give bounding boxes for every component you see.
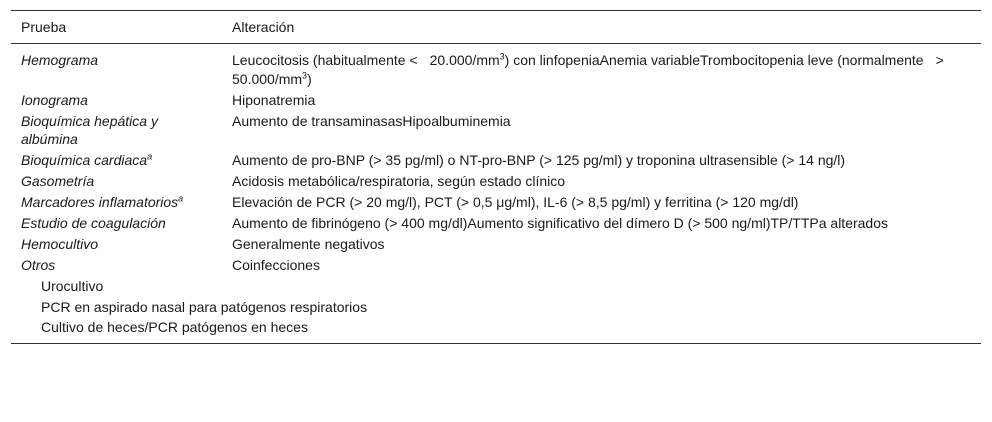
test-name: Otros — [21, 256, 56, 273]
test-name — [11, 150, 222, 171]
alteration-part: > 50.000/mm — [232, 51, 944, 87]
test-name: Bioquímica hepática y albúmina — [21, 112, 158, 148]
superscript: 3 — [302, 70, 308, 81]
table-row — [11, 192, 981, 213]
alteration-text — [222, 43, 981, 89]
alteration-text: Aumento de fibrinógeno (> 400 mg/dl)Aumento significativo del dímero D (> 500 ng/ml)TP/TTPa alterados — [232, 215, 888, 232]
test-name: Hemograma — [21, 51, 99, 68]
sub-test-name: Cultivo de heces/PCR patógenos en heces — [41, 319, 308, 336]
alteration-part: 20.000/mm — [429, 51, 500, 68]
table-row — [11, 255, 981, 276]
sub-test-name: Urocultivo — [41, 277, 104, 294]
table-row — [11, 150, 981, 171]
table — [11, 10, 981, 344]
test-name: Ionograma — [21, 91, 88, 108]
alteration-part: Leucocitosis (habitualmente < — [232, 51, 418, 68]
table-row — [11, 213, 981, 234]
header-row — [11, 11, 981, 44]
alteration-text: Aumento de pro-BNP (> 35 pg/ml) o NT-pro-BNP (> 125 pg/ml) y troponina ultrasensible (> 14 ng/l) — [232, 152, 846, 169]
alteration-text: Hiponatremia — [232, 91, 316, 108]
test-name: Hemocultivo — [21, 235, 99, 252]
table-row — [11, 317, 981, 343]
test-name: Gasometría — [21, 173, 95, 190]
table-row — [11, 90, 981, 111]
superscript: 3 — [499, 51, 505, 62]
table-row — [11, 43, 981, 89]
alteration-text: Generalmente negativos — [232, 235, 385, 252]
table-row — [11, 297, 981, 318]
test-label: Marcadores inflamatorios — [21, 194, 179, 211]
header-test: Prueba — [21, 19, 67, 35]
sub-test-name: PCR en aspirado nasal para patógenos respiratorios — [41, 298, 368, 315]
alteration-text: Acidosis metabólica/respiratoria, según estado clínico — [232, 173, 566, 190]
test-name — [11, 192, 222, 213]
lab-findings-table — [11, 10, 981, 344]
table-row — [11, 276, 981, 297]
test-name: Estudio de coagulación — [21, 215, 166, 232]
alteration-part: ) — [307, 70, 312, 87]
alteration-part: ) con linfopeniaAnemia variableTrombocitopenia leve (normalmente — [504, 51, 924, 68]
table-row — [11, 234, 981, 255]
alteration-text: Aumento de transaminasasHipoalbuminemia — [232, 112, 511, 129]
alteration-text: Elevación de PCR (> 20 mg/l), PCT (> 0,5 μg/ml), IL-6 (> 8,5 pg/ml) y ferritina (> 120 mg/dl) — [232, 194, 799, 211]
header-alteration: Alteración — [232, 19, 295, 35]
footnote-marker: a — [147, 151, 153, 162]
test-label: Bioquímica cardiaca — [21, 152, 148, 169]
table-row — [11, 171, 981, 192]
table-row — [11, 111, 981, 151]
footnote-marker: a — [178, 193, 184, 204]
alteration-text: Coinfecciones — [232, 256, 320, 273]
